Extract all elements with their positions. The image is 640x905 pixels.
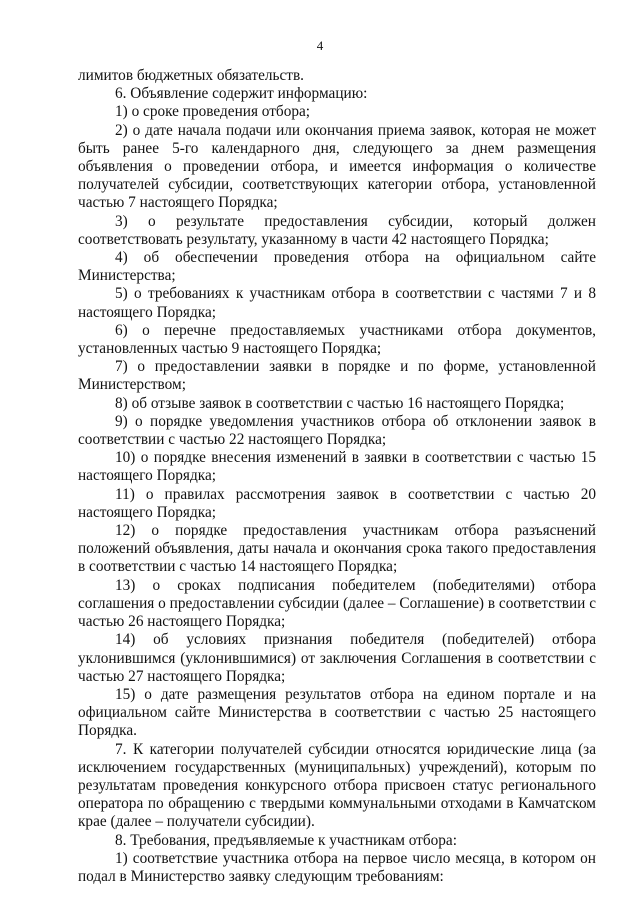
list-item-13: 13) о сроках подписания победителем (победителями) отбора соглашения о предоставлении субсидии (далее – Соглашение) в соответствии с частью 26 настоящего Порядка; [78, 576, 596, 631]
list-item-3: 3) о результате предоставления субсидии, который должен соответствовать результату, указанному в части 42 настоящего Порядка; [78, 212, 596, 248]
paragraph-7: 7. К категории получателей субсидии относятся юридические лица (за исключением государственных (муниципальных) учреждений), которым по результатам проведения конкурсного отбора присвоен статус регионального оператора по обращению с твердыми коммунальными отходами в Камчатском крае (далее – получатели субсидии). [78, 740, 596, 831]
list-item-11: 11) о правилах рассмотрения заявок в соответствии с частью 20 настоящего Порядка; [78, 485, 596, 521]
list-item-4: 4) об обеспечении проведения отбора на официальном сайте Министерства; [78, 249, 596, 285]
page-number: 4 [316, 38, 324, 53]
paragraph-8-heading: 8. Требования, предъявляемые к участникам отбора: [115, 831, 457, 849]
paragraph-8-item-1: 1) соответствие участника отбора на первое число месяца, в котором он подал в Министерство заявку следующим требованиям: [78, 849, 596, 885]
list-item-14: 14) об условиях признания победителя (победителей) отбора уклонившимся (уклонившимися) от заключения Соглашения в соответствии с частью 27 настоящего Порядка; [78, 631, 596, 685]
list-item-8: 8) об отзыве заявок в соответствии с частью 16 настоящего Порядка; [115, 394, 565, 412]
list-item-9: 9) о порядке уведомления участников отбора об отклонении заявок в соответствии с частью 22 настоящего Порядка; [78, 412, 596, 449]
document-body [78, 67, 596, 886]
list-item-5: 5) о требованиях к участникам отбора в соответствии с частями 7 и 8 настоящего Порядка; [78, 285, 596, 321]
list-item-12: 12) о порядке предоставления участникам отбора разъяснений положений объявления, даты начала и окончания срока такого предоставления в соответствии с частью 14 настоящего Порядка; [78, 522, 596, 576]
paragraph-continuation: лимитов бюджетных обязательств. [78, 67, 304, 84]
paragraph-6-heading: 6. Объявление содержит информацию: [115, 85, 368, 103]
list-item-1: 1) о сроке проведения отбора; [115, 103, 311, 121]
list-item-7: 7) о предоставлении заявки в порядке и по форме, установленной Министерством; [78, 358, 596, 394]
list-item-2: 2) о дате начала подачи или окончания приема заявок, которая не может быть ранее 5-го календарного дня, следующего за днем размещения объявления о проведении отбора, и имеется информация о количестве получателей субсидии, соответствующих категории отбора, установленной частью 7 настоящего Порядка; [78, 121, 596, 212]
list-item-15: 15) о дате размещения результатов отбора на едином портале и на официальном сайте Министерства в соответствии с частью 25 настоящего Порядка. [78, 685, 596, 740]
list-item-10: 10) о порядке внесения изменений в заявки в соответствии с частью 15 настоящего Порядка; [78, 449, 596, 485]
list-item-6: 6) о перечне предоставляемых участниками отбора документов, установленных частью 9 настоящего Порядка; [78, 321, 596, 358]
